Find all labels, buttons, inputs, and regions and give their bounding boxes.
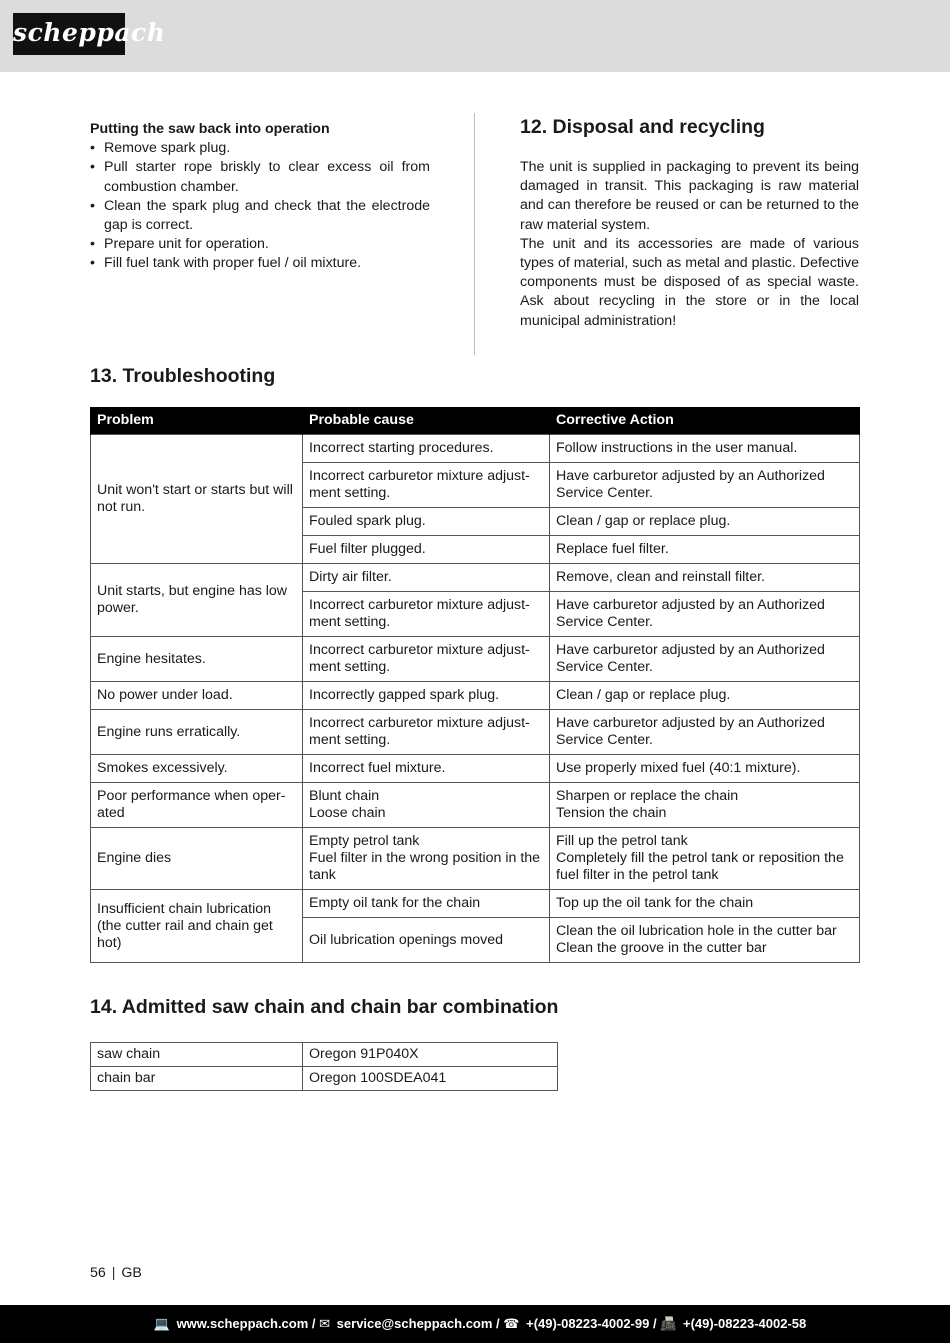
page-number (90, 1265, 142, 1281)
problem-cell: Unit starts, but engine has low power. (91, 564, 303, 637)
column-header-action: Corrective Action (550, 407, 860, 435)
combination-title: 14. Admitted saw chain and chain bar combination (90, 996, 559, 1018)
table-row (91, 828, 860, 890)
restart-heading: Putting the saw back into operation (90, 121, 330, 137)
disposal-paragraph: The unit and its accessories are made of various types of material, such as metal and plastic. Defective components must be disposed of as special waste. Ask about recycling in the store or in the local municipal administration! (520, 235, 859, 329)
phone-icon: ☎ (503, 1316, 520, 1331)
cause-cell: Incorrect carburetor mixture adjust-ment setting. (303, 592, 550, 637)
action-line: Clean the oil lubrication hole in the cutter bar (556, 923, 837, 939)
table-row (91, 637, 860, 682)
phone-number: +(49)-08223-4002-99 / (526, 1316, 657, 1331)
action-cell (550, 828, 860, 890)
list-item: • Prepare unit for operation. (90, 235, 430, 254)
action-line: Completely fill the petrol tank or reposition the fuel filter in the petrol tank (556, 850, 844, 883)
header-band (0, 0, 950, 72)
table-row (91, 682, 860, 710)
disposal-title: 12. Disposal and recycling (520, 116, 765, 138)
action-line: Fill up the petrol tank (556, 833, 688, 849)
action-cell: Remove, clean and reinstall filter. (550, 564, 860, 592)
fax-icon: 📠 (660, 1316, 677, 1331)
cause-cell: Dirty air filter. (303, 564, 550, 592)
email-icon: ✉ (319, 1316, 331, 1331)
troubleshooting-title: 13. Troubleshooting (90, 365, 276, 387)
cause-line: Loose chain (309, 805, 386, 821)
action-cell: Have carburetor adjusted by an Authorized Service Center. (550, 637, 860, 682)
column-header-problem: Problem (91, 407, 303, 435)
cause-cell: Incorrect carburetor mixture adjust-ment setting. (303, 637, 550, 682)
problem-cell: Smokes excessively. (91, 755, 303, 783)
cause-cell: Incorrect carburetor mixture adjust-ment setting. (303, 710, 550, 755)
combination-table (90, 1042, 558, 1091)
page-separator: | (111, 1265, 116, 1281)
cause-line: Blunt chain (309, 788, 380, 804)
action-line: Tension the chain (556, 805, 667, 821)
brand-logo: scheppach (13, 13, 125, 55)
problem-cell: Engine dies (91, 828, 303, 890)
action-cell: Replace fuel filter. (550, 536, 860, 564)
action-cell: Top up the oil tank for the chain (550, 890, 860, 918)
table-row (91, 435, 860, 463)
table-row (91, 783, 860, 828)
column-header-cause: Probable cause (303, 407, 550, 435)
action-cell (550, 918, 860, 963)
cause-cell: Fuel filter plugged. (303, 536, 550, 564)
problem-cell: No power under load. (91, 682, 303, 710)
fax-number: +(49)-08223-4002-58 (683, 1316, 807, 1331)
table-row (91, 890, 860, 918)
list-item: • Fill fuel tank with proper fuel / oil mixture. (90, 254, 430, 273)
combination-value: Oregon 100SDEA041 (303, 1067, 558, 1091)
cause-line: Empty petrol tank (309, 833, 420, 849)
list-item: • Pull starter rope briskly to clear excess oil from combustion chamber. (90, 158, 430, 196)
email-link[interactable]: service@scheppach.com / (336, 1316, 500, 1331)
action-cell: Have carburetor adjusted by an Authorized Service Center. (550, 592, 860, 637)
cause-cell: Oil lubrication openings moved (303, 918, 550, 963)
column-divider (474, 113, 475, 355)
computer-icon: 💻 (153, 1316, 170, 1331)
action-cell (550, 783, 860, 828)
list-item: • Clean the spark plug and check that the electrode gap is correct. (90, 197, 430, 235)
cause-cell (303, 783, 550, 828)
website-link[interactable]: www.scheppach.com / (176, 1316, 316, 1331)
list-item: • Remove spark plug. (90, 139, 430, 158)
cause-cell: Incorrect fuel mixture. (303, 755, 550, 783)
problem-cell: Engine runs erratically. (91, 710, 303, 755)
combination-value: Oregon 91P040X (303, 1043, 558, 1067)
left-column (90, 120, 430, 274)
disposal-section (520, 114, 859, 331)
table-row (91, 710, 860, 755)
cause-line: Fuel filter in the wrong position in the tank (309, 850, 541, 883)
page-language: GB (121, 1265, 142, 1281)
problem-cell: Poor performance when oper-ated (91, 783, 303, 828)
cause-cell (303, 828, 550, 890)
combination-label: saw chain (91, 1043, 303, 1067)
problem-cell: Unit won't start or starts but will not run. (91, 435, 303, 564)
action-cell: Follow instructions in the user manual. (550, 435, 860, 463)
action-cell: Use properly mixed fuel (40:1 mixture). (550, 755, 860, 783)
cause-cell: Incorrectly gapped spark plug. (303, 682, 550, 710)
cause-cell: Fouled spark plug. (303, 508, 550, 536)
combination-label: chain bar (91, 1067, 303, 1091)
cause-cell: Empty oil tank for the chain (303, 890, 550, 918)
action-cell: Clean / gap or replace plug. (550, 508, 860, 536)
problem-cell: Engine hesitates. (91, 637, 303, 682)
restart-steps (90, 139, 430, 273)
footer-bar (0, 1305, 950, 1343)
action-cell: Clean / gap or replace plug. (550, 682, 860, 710)
table-row (91, 1043, 558, 1067)
problem-cell: Insufficient chain lubrication (the cutter rail and chain get hot) (91, 890, 303, 963)
table-row (91, 564, 860, 592)
disposal-paragraph: The unit is supplied in packaging to prevent its being damaged in transit. This packaging is raw material and can therefore be reused or can be returned to the raw material system. (520, 159, 859, 233)
table-row (91, 1067, 558, 1091)
action-line: Clean the groove in the cutter bar (556, 940, 767, 956)
page-number-value: 56 (90, 1265, 106, 1281)
troubleshooting-table (90, 407, 860, 963)
action-cell: Have carburetor adjusted by an Authorized Service Center. (550, 710, 860, 755)
cause-cell: Incorrect starting procedures. (303, 435, 550, 463)
table-row (91, 755, 860, 783)
action-line: Sharpen or replace the chain (556, 788, 739, 804)
table-header-row (91, 407, 860, 435)
action-cell: Have carburetor adjusted by an Authorized Service Center. (550, 463, 860, 508)
cause-cell: Incorrect carburetor mixture adjust-ment setting. (303, 463, 550, 508)
